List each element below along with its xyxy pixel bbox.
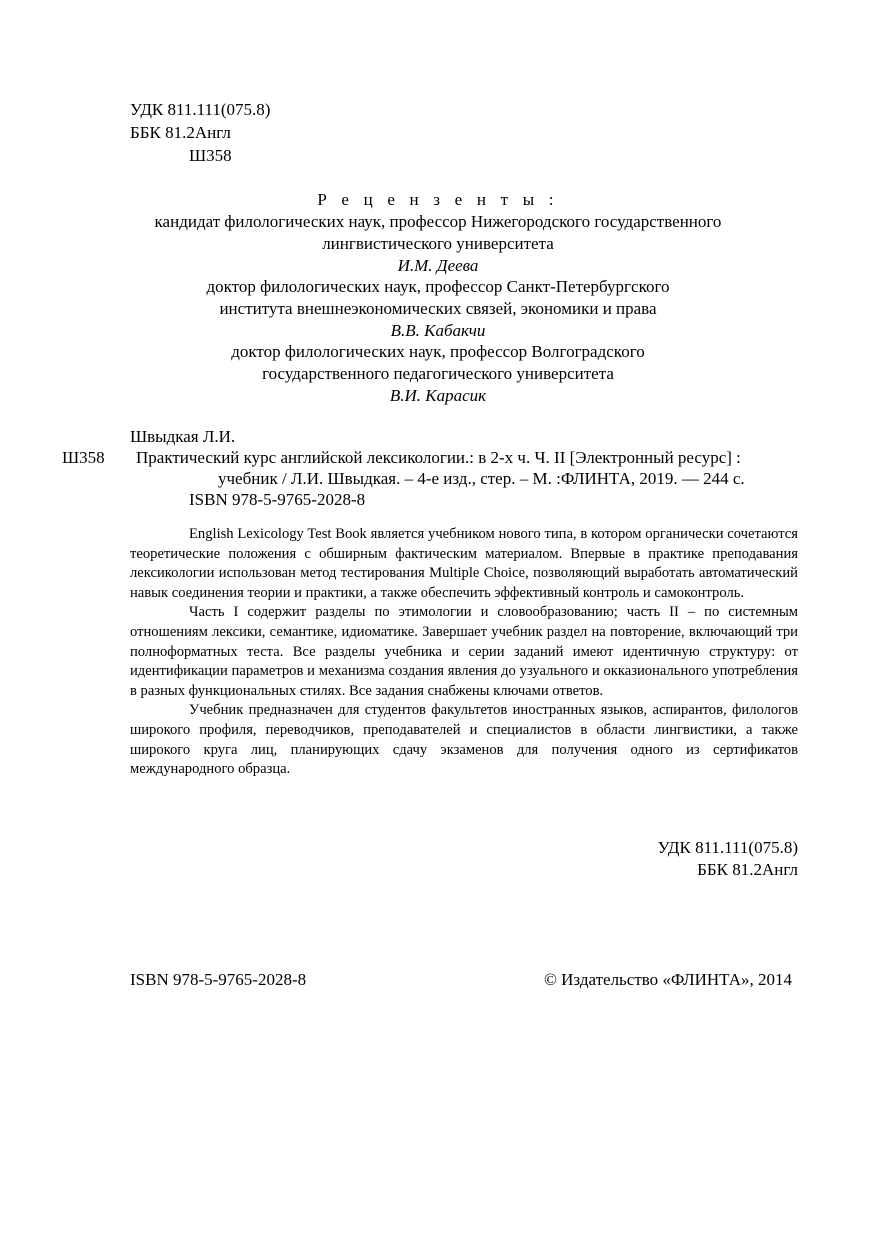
annotation-paragraph-2: Часть I содержит разделы по этимологии и словообразованию; часть II – по системным отношениям лексики, семантике, идиоматике. Завершает учебник раздел на повторение, включающий три полноформатных теста. Все разделы учебника и серии заданий имеют идентичную структуру: от идентификации параметров и механизма создания явления до узуального и окказионального употребления в разных функциональных стилях. Все задания снабжены ключами ответов.	[130, 604, 798, 699]
annotation-paragraph-3: Учебник предназначен для студентов факультетов иностранных языков, аспирантов, филологов широкого профиля, переводчиков, преподавателей и специалистов в области лингвистики, а также широкого круга лиц, планирующих сдачу экзаменов для получения одного из сертификатов международного образца.	[130, 702, 798, 778]
reviewer-3-line-1: доктор филологических наук, профессор Волгоградского	[231, 342, 645, 361]
bib-title-line-2: учебник / Л.И. Швыдкая. – 4-е изд., стер. – М. :ФЛИНТА, 2019. — 244 с.	[218, 469, 745, 488]
bib-title-line-1: Практический курс английской лексикологии.: в 2-х ч. Ч. II [Электронный ресурс] :	[136, 448, 741, 467]
copyright: © Издательство «ФЛИНТА», 2014	[543, 970, 792, 989]
reviewer-2-line-2: института внешнеэкономических связей, экономики и права	[219, 299, 657, 318]
reviewer-3-name: В.И. Карасик	[389, 386, 487, 405]
bib-isbn: ISBN 978-5-9765-2028-8	[189, 490, 366, 509]
annotation	[130, 525, 798, 780]
udk-code: УДК 811.111(075.8)	[130, 100, 271, 119]
annotation-paragraph-1: English Lexicology Test Book является учебником нового типа, в котором органически сочетаются теоретические положения с обширным фактическим материалом. Впервые в практике преподавания лексикологии использован метод тестирования Multiple Choice, позволяющий выработать автоматический навык соединения теории и практики, а также обеспечить эффективный контроль и самоконтроль.	[130, 526, 798, 601]
reviewer-3-line-2: государственного педагогического университета	[262, 364, 614, 383]
reviewer-2-line-1: доктор филологических наук, профессор Санкт-Петербургского	[206, 277, 670, 296]
bbk-code: ББК 81.2Англ	[130, 123, 231, 142]
bbk-code-footer: ББК 81.2Англ	[697, 860, 798, 879]
udk-code-footer: УДК 811.111(075.8)	[657, 838, 798, 857]
reviewer-2-name: В.В. Кабакчи	[390, 321, 486, 340]
reviewers-heading: Р е ц е н з е н т ы :	[317, 190, 559, 209]
reviewer-1-name: И.М. Деева	[397, 256, 479, 275]
author-mark: Ш358	[189, 146, 232, 165]
reviewer-1-line-2: лингвистического университета	[322, 234, 554, 253]
reviewer-1-line-1: кандидат филологических наук, профессор Нижегородского государственного	[154, 212, 722, 231]
bib-mark: Ш358	[62, 448, 105, 467]
footer-isbn: ISBN 978-5-9765-2028-8	[130, 970, 307, 989]
bib-author: Швыдкая Л.И.	[130, 427, 236, 446]
